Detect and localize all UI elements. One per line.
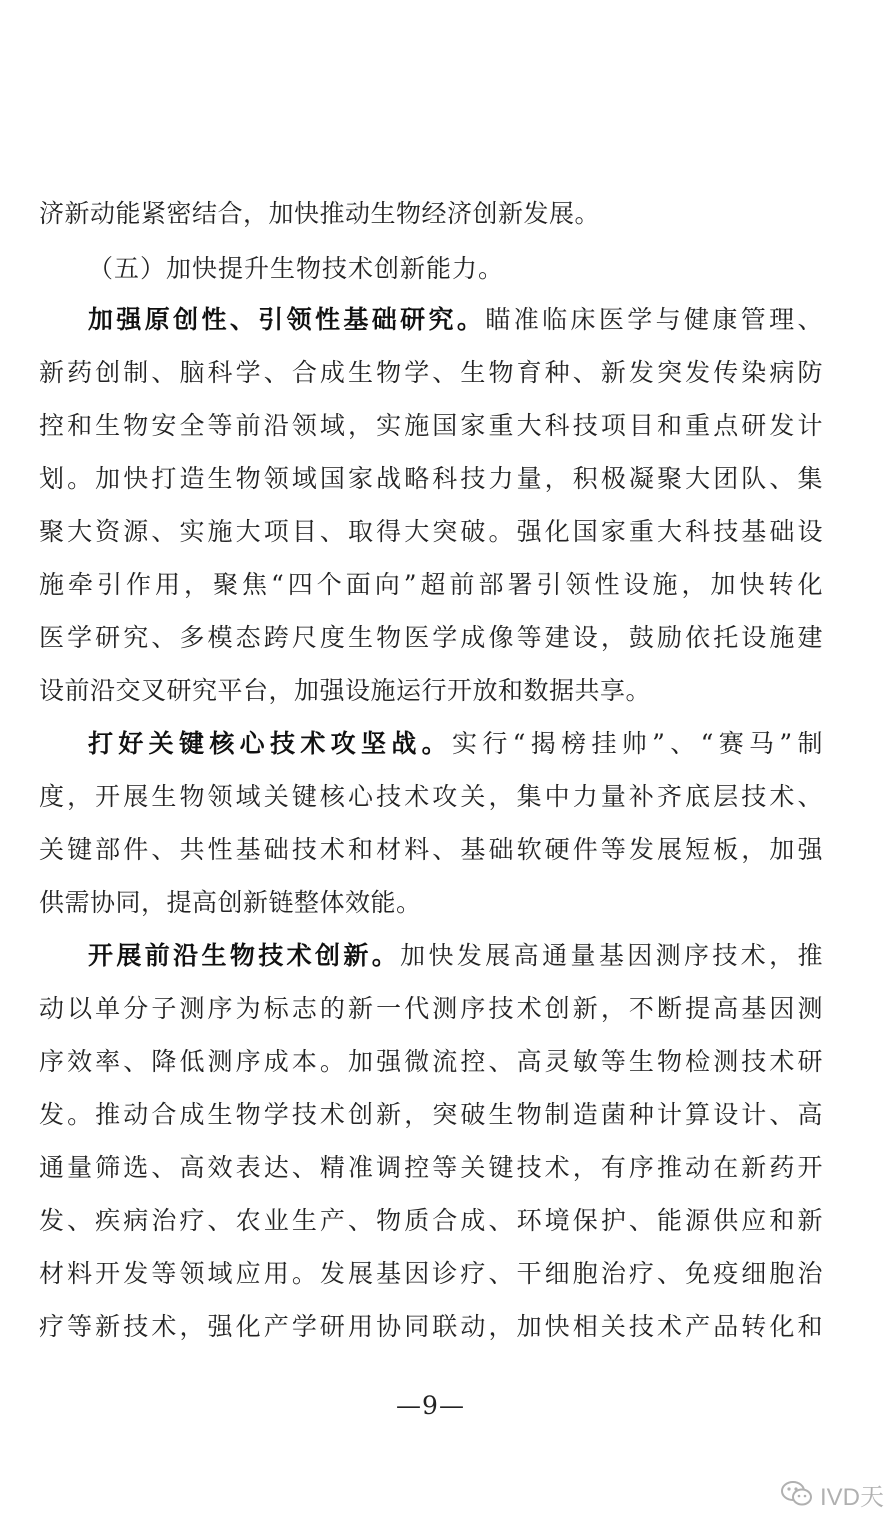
paragraph-1-lead: 加强原创性、引领性基础研究。 — [88, 305, 486, 334]
text-line: 度，开展生物领域关键核心技术攻关，集中力量补齐底层技术、 — [39, 782, 823, 811]
watermark-text: IVD天 — [820, 1483, 884, 1511]
text-line: 设前沿交叉研究平台，加强设施运行开放和数据共享。 — [39, 676, 652, 705]
paragraph-3-lead: 开展前沿生物技术创新。 — [88, 941, 401, 970]
text-line: 医学研究、多模态跨尺度生物医学成像等建设，鼓励依托设施建 — [39, 623, 823, 652]
paragraph-1-first-line — [88, 300, 823, 340]
paragraph-3-text: 加快发展高通量基因测序技术，推 — [400, 941, 823, 970]
text-line: 通量筛选、高效表达、精准调控等关键技术，有序推动在新药开 — [39, 1153, 823, 1182]
text-line: 疗等新技术，强化产学研用协同联动，加快相关技术产品转化和 — [39, 1312, 823, 1341]
text-line: 新药创制、脑科学、合成生物学、生物育种、新发突发传染病防 — [39, 358, 823, 387]
paragraph-2-first-line — [88, 724, 823, 764]
section-heading: （五）加快提升生物技术创新能力。 — [88, 254, 505, 283]
text-line: 材料开发等领域应用。发展基因诊疗、干细胞治疗、免疫细胞治 — [39, 1259, 823, 1288]
text-line: 动以单分子测序为标志的新一代测序技术创新，不断提高基因测 — [39, 994, 823, 1023]
text-line: 施牵引作用，聚焦“四个面向”超前部署引领性设施，加快转化 — [39, 570, 823, 599]
text-line: 关键部件、共性基础技术和材料、基础软硬件等发展短板，加强 — [39, 835, 823, 864]
text-line: 聚大资源、实施大项目、取得大突破。强化国家重大科技基础设 — [39, 517, 823, 546]
text-line: 济新动能紧密结合，加快推动生物经济创新发展。 — [39, 199, 601, 228]
text-line: 供需协同，提高创新链整体效能。 — [39, 888, 422, 917]
watermark — [780, 1478, 884, 1510]
text-line: 控和生物安全等前沿领域，实施国家重大科技项目和重点研发计 — [39, 411, 823, 440]
text-line: 发、疾病治疗、农业生产、物质合成、环境保护、能源供应和新 — [39, 1206, 823, 1235]
page-number: —9— — [396, 1391, 465, 1420]
paragraph-3-first-line — [88, 936, 823, 976]
text-line: 序效率、降低测序成本。加强微流控、高灵敏等生物检测技术研 — [39, 1047, 823, 1076]
paragraph-1-text: 瞄准临床医学与健康管理、 — [485, 305, 823, 334]
paragraph-2-lead: 打好关键核心技术攻坚战。 — [88, 729, 453, 758]
text-line: 划。加快打造生物领域国家战略科技力量，积极凝聚大团队、集 — [39, 464, 823, 493]
wechat-icon — [780, 1480, 814, 1508]
text-line: 发。推动合成生物学技术创新，突破生物制造菌种计算设计、高 — [39, 1100, 823, 1129]
paragraph-2-text: 实行“揭榜挂帅”、“赛马”制 — [452, 729, 823, 758]
